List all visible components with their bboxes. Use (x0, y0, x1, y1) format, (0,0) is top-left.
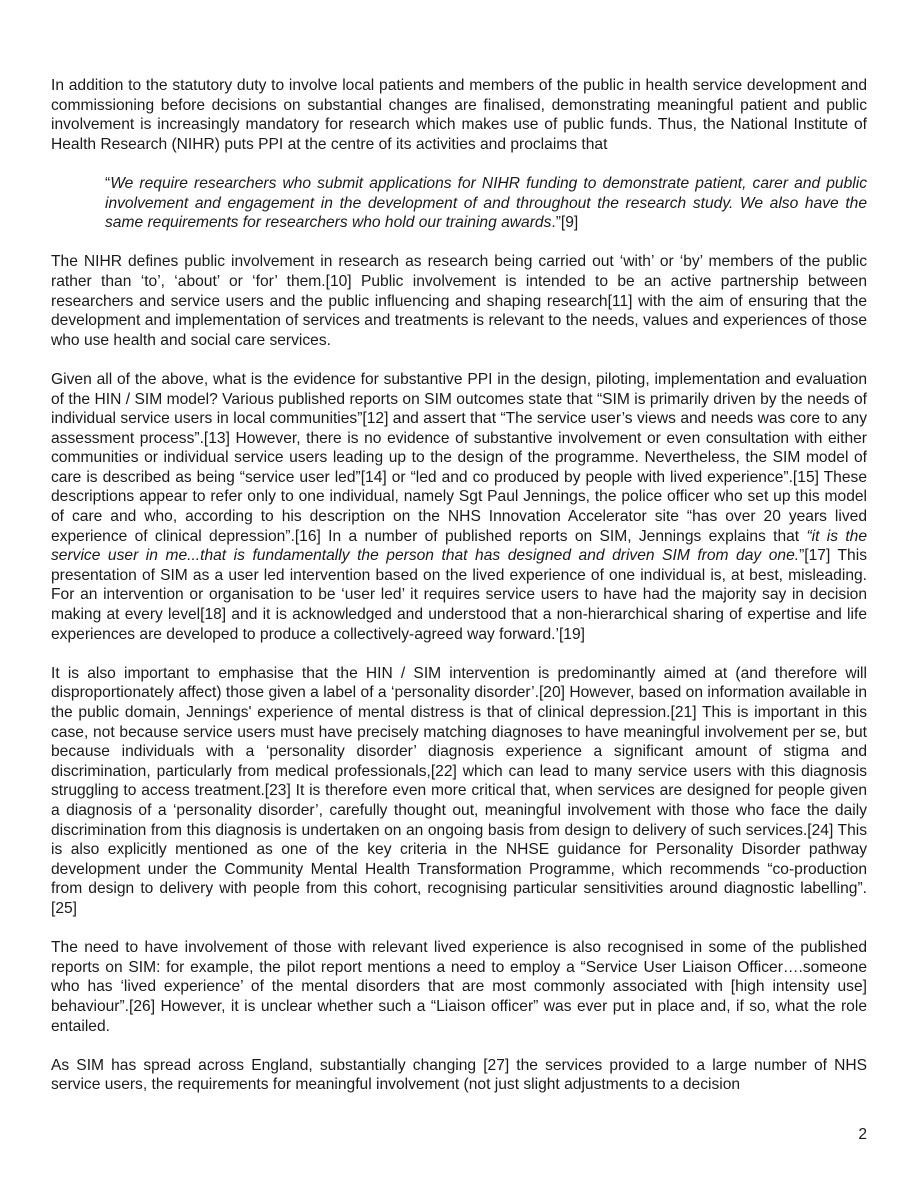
paragraph-text: The need to have involvement of those with relevant lived experience is also recognised in some of the published reports on SIM: for example, the pilot report mentions a need to employ a “Service User Liaison Officer….someone who has ‘lived experience’ of the mental disorders that are most commonly associated with [high intensity use] behaviour”.[26] However, it is unclear whether such a “Liaison officer” was ever put in place and, if so, what the role entailed. (51, 939, 867, 1035)
paragraph-text: It is also important to emphasise that the HIN / SIM intervention is predominantly aimed at (and therefore will disproportionately affect) those given a label of a ‘personality disorder’.[20] However, based on information available in the public domain, Jennings' experience of mental distress is that of clinical depression.[21] This is important in this case, not because service users must have precisely matching diagnoses to have meaningful involvement per se, but because individuals with a ‘personality disorder’ diagnosis experience a significant amount of stigma and discrimination, particularly from medical professionals,[22] which can lead to many service users with this diagnosis struggling to access treatment.[23] It is therefore even more critical that, when services are designed for people given a diagnosis of a ‘personality disorder’, carefully thought out, meaningful involvement with those who face the daily discrimination from this diagnosis is undertaken on an ongoing basis from design to delivery of such services.[24] This is also explicitly mentioned as one of the key criteria in the NHSE guidance for Personality Disorder pathway development under the Community Mental Health Transformation Programme, which recommends “co-production from design to delivery with people from this cohort, recognising particular sensitivities around diagnostic labelling”.[25] (51, 664, 867, 917)
paragraph-ppi-evidence (51, 370, 867, 644)
paragraph-text: The NIHR defines public involvement in research as research being carried out ‘with’ or ‘by’ members of the public rather than ‘to’, ‘about’ or ‘for’ them.[10] Public involvement is intended to be an active partnership between researchers and service users and the public influencing and shaping research[11] with the aim of ensuring that the development and implementation of services and treatments is relevant to the needs, values and experiences of those who use health and social care services. (51, 253, 867, 349)
document-body (51, 76, 867, 1114)
quote-italic-text: We require researchers who submit applications for NIHR funding to demonstrate patient, carer and public involvement and engagement in the development of and throughout the research study. We also have the same requirements for researchers who hold our training awards (105, 174, 867, 232)
paragraph-intro (51, 76, 867, 154)
paragraph-text: In addition to the statutory duty to involve local patients and members of the public in health service development and commissioning before decisions on substantial changes are finalised, demonstrating meaningful patient and public involvement is increasingly mandatory for research which makes use of public funds. Thus, the National Institute of Health Research (NIHR) puts PPI at the centre of its activities and proclaims that (51, 77, 867, 153)
quote-citation: .”[9] (551, 214, 579, 232)
quote-open-mark: “ (105, 174, 111, 192)
jennings-quote: “it is the service user in me...that is fundamentally the person that has designed and driven SIM from day one. (51, 527, 868, 565)
paragraph-sim-spread (51, 1056, 867, 1095)
nihr-quote (51, 174, 867, 233)
paragraph-personality-disorder (51, 664, 867, 919)
paragraph-text: Given all of the above, what is the evidence for substantive PPI in the design, piloting, implementation and evaluation of the HIN / SIM model? Various published reports on SIM outcomes state that “SIM is primarily driven by the needs of individual service users in local communities”[12] and assert that “The service user’s views and needs was core to any assessment process”.[13] However, there is no evidence of substantive involvement or even consultation with either communities or individual service users leading up to the design of the programme. Nevertheless, the SIM model of care is described as being “service user led”[14] or “led and co produced by people with lived experience”.[15] These descriptions appear to refer only to one individual, namely Sgt Paul Jennings, the police officer who set up this model of care and who, according to his description on the NHS Innovation Accelerator site “has over 20 years lived experience of clinical depression”.[16] In a number of published reports on SIM, Jennings explains that (51, 370, 867, 545)
paragraph-text: As SIM has spread across England, substantially changing [27] the services provided to a large number of NHS service users, the requirements for meaningful involvement (not just slight adjustments to a decision (51, 1056, 867, 1094)
paragraph-lived-experience (51, 938, 867, 1036)
paragraph-text: ”[17] This presentation of SIM as a user led intervention based on the lived experience of one individual is, at best, misleading. For an intervention or organisation to be ‘user led’ it requires service users to have had the majority say in decision making at every level[18] and it is acknowledged and understood that a non-hierarchical sharing of expertise and life experiences are developed to produce a collectively-agreed way forward.’[19] (51, 547, 867, 643)
paragraph-nihr-definition (51, 252, 867, 350)
page-number: 2 (858, 1126, 867, 1143)
